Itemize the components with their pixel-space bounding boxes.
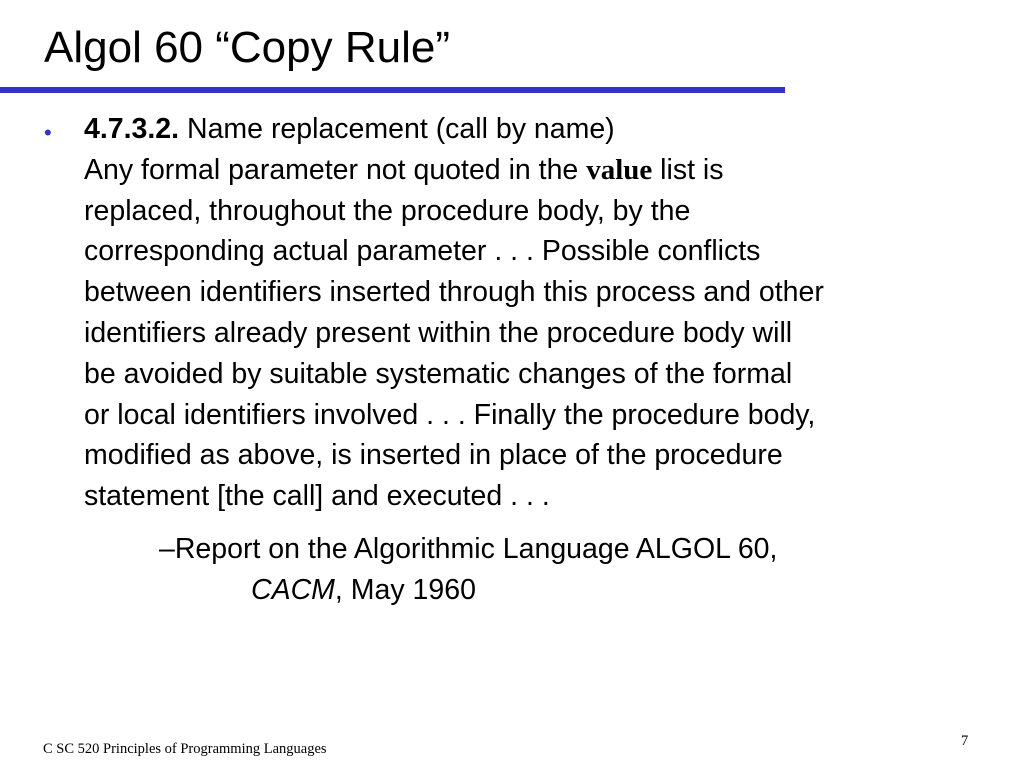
- page-number: 7: [961, 733, 969, 749]
- quote-line: be avoided by suitable systematic changes of the formal: [84, 357, 793, 390]
- bullet-dot-icon: •: [44, 120, 52, 145]
- attribution-source: –Report on the Algorithmic Language ALGOL 60,: [159, 533, 778, 565]
- publication-date: , May 1960: [334, 573, 476, 606]
- quote-text: Any formal parameter not quoted in the: [84, 153, 587, 186]
- slide-title: Algol 60 “Copy Rule”: [44, 23, 450, 72]
- quote-line: modified as above, is inserted in place of the procedure: [84, 439, 783, 472]
- footer-course-title: C SC 520 Principles of Programming Languages: [43, 741, 327, 757]
- quote-line: corresponding actual parameter . . . Possible conflicts: [84, 235, 761, 268]
- quote-line: statement [the call] and executed . . .: [84, 480, 550, 513]
- title-underline: [0, 87, 785, 93]
- quote-line: or local identifiers involved . . . Finally the procedure body,: [84, 398, 816, 431]
- bullet-heading-line: [84, 109, 984, 150]
- section-heading: Name replacement (call by name): [179, 113, 615, 145]
- quote-line: identifiers already present within the procedure body will: [84, 316, 793, 349]
- quote-line: replaced, throughout the procedure body, by the: [84, 194, 691, 227]
- value-keyword: value: [586, 153, 653, 186]
- quote-line: between identifiers inserted through this process and other: [84, 276, 824, 309]
- attribution-citation: [159, 570, 777, 611]
- journal-name: CACM: [251, 573, 335, 606]
- quote-line: [84, 150, 984, 191]
- quote-text: list is: [652, 153, 724, 186]
- section-number: 4.7.3.2.: [84, 113, 180, 145]
- bullet-text: [84, 109, 984, 517]
- attribution: [159, 529, 777, 611]
